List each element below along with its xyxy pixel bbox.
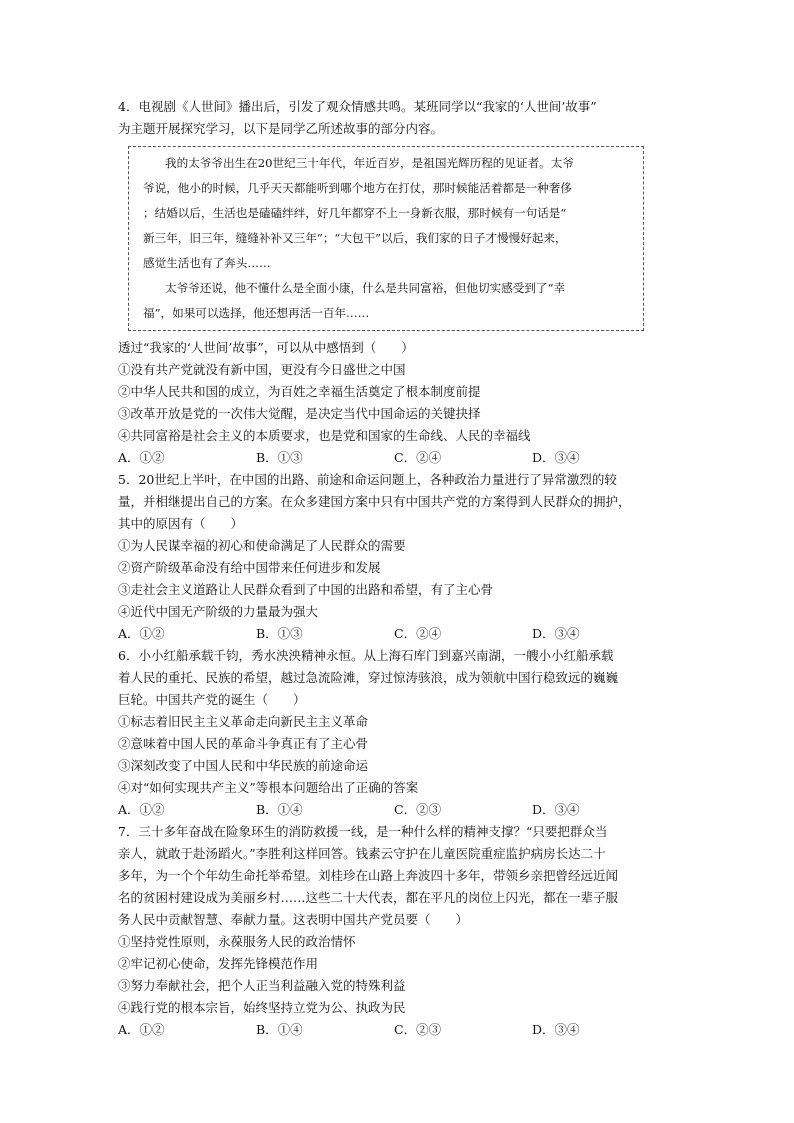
option-c[interactable]: C．②③ [394,1022,442,1037]
q7-options [118,1019,678,1041]
q5-options [118,623,678,645]
option-b[interactable]: B．①④ [256,802,303,817]
option-d[interactable]: D．③④ [532,802,580,817]
q5-item: ④近代中国无产阶级的力量最为强大 [118,604,319,619]
q4-stem-line: 4．电视剧《人世间》播出后，引发了观众情感共鸣。某班同学以“我家的‘人世间’故事” [118,99,597,114]
option-d[interactable]: D．③④ [532,626,580,641]
q7-stem-line: 亲人，就敢于赴汤蹈火。”李胜利这样回答。钱素云守护在儿童医院重症监护病房长达二十 [118,846,606,861]
passage-line: 感觉生活也有了奔头…… [143,256,271,270]
q4-item: ③改革开放是党的一次伟大觉醒，是决定当代中国命运的关键抉择 [118,406,481,421]
option-b[interactable]: B．①④ [256,1022,303,1037]
q5-item: ③走社会主义道路让人民群众看到了中国的出路和希望，有了主心骨 [118,582,494,597]
q6-item: ③深刻改变了中国人民和中华民族的前途命运 [118,758,369,773]
q5-stem-line: 量，并相继提出自己的方案。在众多建国方案中只有中国共产党的方案得到人民群众的拥护， [118,494,631,509]
q6-options [118,799,678,821]
option-b[interactable]: B．①③ [256,626,303,641]
passage-line: 新三年，旧三年，缝缝补补又三年”；“大包干”以后，我们家的日子才慢慢好起来， [143,231,567,245]
q6-item: ②意味着中国人民的革命斗争真正有了主心骨 [118,736,369,751]
q7-item: ③努力奉献社会，把个人正当利益融入党的特殊利益 [118,978,406,993]
passage-line: ；结婚以后，生活也是磕磕绊绊，好几年都穿不上一身新衣服，那时候有一句话是“ [143,206,567,220]
q4-item: ④共同富裕是社会主义的本质要求，也是党和国家的生命线、人民的幸福线 [118,428,531,443]
q5-item: ①为人民谋幸福的初心和使命满足了人民群众的需要 [118,538,406,553]
q5-stem-line: 5．20世纪上半叶，在中国的出路、前途和命运问题上，各种政治力量进行了异常激烈的较 [118,472,617,487]
question-5 [118,469,678,645]
option-c[interactable]: C．②④ [394,626,442,641]
q7-item: ②牢记初心使命，发挥先锋模范作用 [118,956,319,971]
passage-line: 太爷爷还说，他不懂什么是全面小康，什么是共同富裕，但他切实感受到了“幸 [165,281,566,295]
option-a[interactable]: A．①② [118,802,165,817]
exam-content [118,96,678,1041]
q7-item: ①坚持党性原则，永葆服务人民的政治情怀 [118,934,356,949]
option-c[interactable]: C．②④ [394,450,442,465]
passage-line: 福”，如果可以选择，他还想再活一百年…… [143,306,370,320]
q7-stem-line: 多年，为一个个年幼生命托举希望。刘桂珍在山路上奔波四十多年，带领乡亲把曾经远近闻 [118,868,619,883]
q5-stem-line: 其中的原因有（ ） [118,516,244,531]
q4-question: 透过“我家的‘人世间’故事”，可以从中感悟到（ ） [118,340,414,355]
q7-stem-line: 务人民中贡献智慧、奉献力量。这表明中国共产党员要（ ） [118,912,469,927]
option-b[interactable]: B．①③ [256,450,303,465]
question-4 [118,96,678,469]
option-d[interactable]: D．③④ [532,1022,580,1037]
q6-stem-line: 着人民的重托、民族的希望，越过急流险滩，穿过惊涛骇浪，成为领航中国行稳致远的巍巍 [118,670,619,685]
q5-item: ②资产阶级革命没有给中国带来任何进步和发展 [118,560,381,575]
passage-line: 爷说，他小的时候，几乎天天都能听到哪个地方在打仗，那时候能活着都是一种奢侈 [143,181,572,195]
q7-item: ④践行党的根本宗旨，始终坚持立党为公、执政为民 [118,1000,406,1015]
passage-line: 我的太爷爷出生在20世纪三十年代，年近百岁，是祖国光辉历程的见证者。太爷 [165,156,574,170]
q4-item: ②中华人民共和国的成立，为百姓之幸福生活奠定了根本制度前提 [118,384,481,399]
q4-item: ①没有共产党就没有新中国，更没有今日盛世之中国 [118,362,406,377]
option-a[interactable]: A．①② [118,450,165,465]
q7-stem-line: 名的贫困村建设成为美丽乡村……这些二十大代表，都在平凡的岗位上闪光，都在一辈子服 [118,890,619,905]
q4-options [118,447,678,469]
q6-item: ④对“如何实现共产主义”等根本问题给出了正确的答案 [118,780,419,795]
q7-stem-line: 7．三十多年奋战在险象环生的消防救援一线，是一种什么样的精神支撑？“只要把群众当 [118,824,608,839]
q6-item: ①标志着旧民主主义革命走向新民主主义革命 [118,714,369,729]
q4-stem-line: 为主题开展探究学习，以下是同学乙所述故事的部分内容。 [118,121,444,136]
question-6 [118,645,678,821]
question-7 [118,821,678,1041]
q4-story-passage [128,146,644,331]
option-a[interactable]: A．①② [118,626,165,641]
option-d[interactable]: D．③④ [532,450,580,465]
q6-stem-line: 6．小小红船承载千钧，秀水泱泱精神永恒。从上海石库门到嘉兴南湖，一艘小小红船承载 [118,648,614,663]
option-a[interactable]: A．①② [118,1022,165,1037]
option-c[interactable]: C．②③ [394,802,442,817]
q6-stem-line: 巨轮。中国共产党的诞生（ ） [118,692,306,707]
